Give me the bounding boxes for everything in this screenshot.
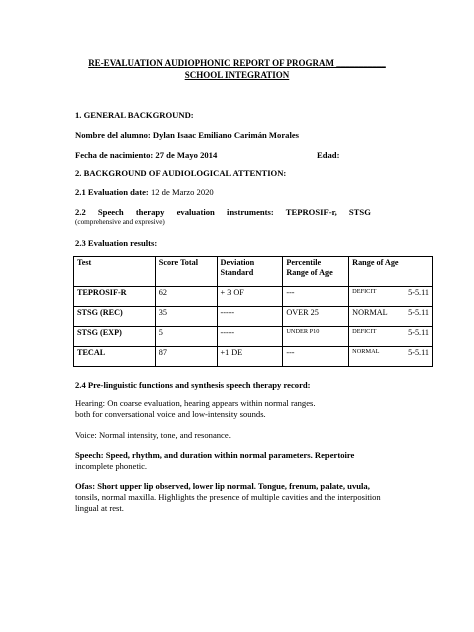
range-label: NORMAL	[352, 308, 388, 317]
cell-score: 87	[155, 347, 217, 367]
report-title-line1: RE-EVALUATION AUDIOPHONIC REPORT OF PROGRAM ___________	[88, 58, 386, 68]
ofas-line: Ofas: Short upper lip observed, lower lip normal. Tongue, frenum, palate, uvula,	[75, 481, 370, 491]
voice-line: Voice: Normal intensity, tone, and resonance.	[75, 430, 231, 440]
cell-deviation: + 3 OF	[217, 287, 283, 307]
cell-test: TEPROSIF-R	[74, 287, 156, 307]
header-deviation: Deviation Standard	[217, 257, 283, 287]
cell-range	[349, 287, 433, 307]
evaluation-date-label: 2.1 Evaluation date:	[75, 187, 149, 197]
cell-percentile: ---	[283, 347, 349, 367]
cell-score: 35	[155, 307, 217, 327]
header-score: Score Total	[155, 257, 217, 287]
cell-deviation: +1 DE	[217, 347, 283, 367]
table-header-row	[74, 257, 433, 287]
age-label: Edad:	[317, 150, 340, 160]
range-age: 5-5.11	[408, 328, 429, 337]
hearing-line2: both for conversational voice and low-intensity sounds.	[75, 409, 266, 419]
speech-continuation: incomplete phonetic.	[75, 461, 148, 471]
range-age: 5-5.11	[408, 348, 429, 357]
cell-percentile: ---	[283, 287, 349, 307]
header-test: Test	[74, 257, 156, 287]
section24-heading: 2.4 Pre-linguistic functions and synthesis speech therapy record:	[75, 380, 311, 390]
range-label: DEFICIT	[352, 288, 377, 295]
cell-range	[349, 307, 433, 327]
ofas-continuation2: lingual at rest.	[75, 503, 124, 513]
ofas-continuation1: tonsils, normal maxilla. Highlights the presence of multiple cavities and the interposition	[75, 492, 381, 502]
results-table	[73, 256, 433, 367]
range-age: 5-5.11	[408, 308, 429, 317]
table-row	[74, 327, 433, 347]
cell-score: 62	[155, 287, 217, 307]
report-title-line2: SCHOOL INTEGRATION	[184, 70, 290, 80]
cell-percentile: UNDER P10	[283, 327, 349, 347]
cell-percentile: OVER 25	[283, 307, 349, 327]
cell-score: 5	[155, 327, 217, 347]
cell-test: TECAL	[74, 347, 156, 367]
header-range: Range of Age	[349, 257, 433, 287]
hearing-line1: Hearing: On coarse evaluation, hearing appears within normal ranges.	[75, 398, 316, 408]
results-label: 2.3 Evaluation results:	[75, 238, 158, 248]
cell-test: STSG (EXP)	[74, 327, 156, 347]
section2-heading: 2. BACKGROUND OF AUDIOLOGICAL ATTENTION:	[75, 168, 287, 178]
evaluation-date-value: 12 de Marzo 2020	[150, 187, 214, 197]
instruments-note: (comprehensive and expresive)	[75, 218, 165, 226]
cell-range	[349, 347, 433, 367]
cell-test: STSG (REC)	[74, 307, 156, 327]
range-label: DEFICIT	[352, 328, 377, 335]
table-row	[74, 307, 433, 327]
table-row	[74, 347, 433, 367]
cell-deviation: -----	[217, 327, 283, 347]
range-label: NORMAL	[352, 348, 380, 355]
section1-heading: 1. GENERAL BACKGROUND:	[75, 110, 194, 120]
evaluation-date-line	[75, 187, 405, 198]
instruments-line: 2.2 Speech therapy evaluation instruments: TEPROSIF-r, STSG	[75, 207, 371, 217]
student-name-line: Nombre del alumno: Dylan Isaac Emiliano Carimán Morales	[75, 130, 299, 140]
birth-date-line: Fecha de nacimiento: 27 de Mayo 2014	[75, 150, 218, 160]
speech-line: Speech: Speed, rhythm, and duration within normal parameters. Repertoire	[75, 450, 355, 460]
header-percentile: Percentile Range of Age	[283, 257, 349, 287]
range-age: 5-5.11	[408, 288, 429, 297]
cell-range	[349, 327, 433, 347]
table-row	[74, 287, 433, 307]
cell-deviation: -----	[217, 307, 283, 327]
